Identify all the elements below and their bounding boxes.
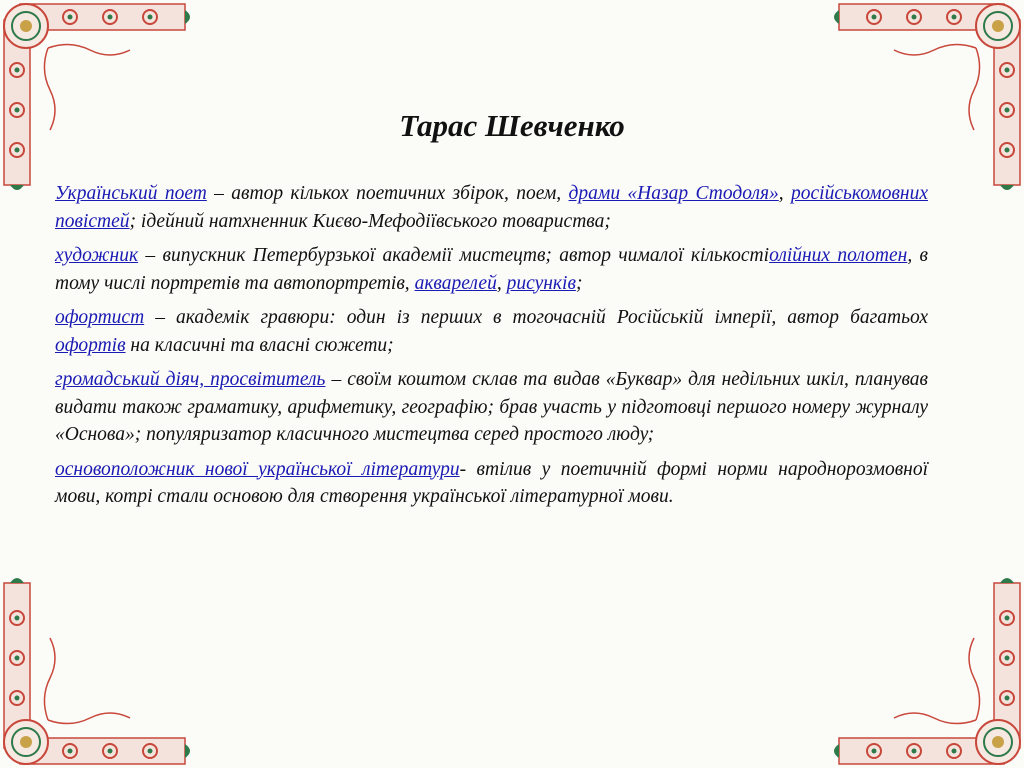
link-oil-paintings[interactable]: олійних полотен: [769, 245, 908, 266]
corner-ornament-top-left: [0, 0, 190, 190]
page-title: Тарас Шевченко: [399, 108, 625, 143]
link-watercolors[interactable]: акварелей: [414, 272, 497, 294]
paragraph-text: – академік гравюри: один із перших в тогочасній Російській імперії, автор багатьох: [144, 307, 928, 328]
link-drama-nazar-stodolia[interactable]: драми «Назар Стодоля»: [568, 183, 779, 204]
paragraph-text: ; ідейний натхненник Києво-Мефодіївського товариства;: [129, 210, 611, 232]
link-ukrainian-poet[interactable]: Український поет: [55, 183, 207, 204]
paragraph-etcher: [55, 304, 928, 359]
paragraph-public-figure: [55, 366, 928, 449]
paragraph-founder: [55, 456, 928, 511]
paragraph-text: , в тому числі портретів та автопортретів,: [55, 245, 928, 294]
link-russian-novellas[interactable]: російськомовних повістей: [55, 183, 928, 232]
corner-ornament-bottom-left: [0, 578, 190, 768]
paragraph-text: – випускник Петербурзької академії мистецтв; автор чималої кількості: [138, 245, 770, 266]
paragraph-text: ,: [496, 272, 507, 294]
paragraph-text: на класичні та власні сюжети;: [125, 334, 394, 356]
link-etchings[interactable]: офортів: [55, 334, 126, 356]
paragraph-text: – своїм коштом склав та видав «Буквар» для недільних шкіл, планував видати також граматику, арифметику, географію; брав участь у підготовці першого номеру журналу «Основа»; популяризатор класичного мистецтва серед простого люду;: [55, 369, 928, 445]
link-artist[interactable]: художник: [55, 245, 139, 266]
paragraph-artist: [55, 242, 928, 297]
paragraph-text: ;: [575, 272, 583, 294]
corner-ornament-bottom-right: [834, 578, 1024, 768]
link-drawings[interactable]: рисунків: [506, 272, 576, 294]
paragraph-text: - втілив у поетичній формі норми народнорозмовної мови, котрі стали основою для створення української літературної мови.: [55, 458, 928, 507]
paragraph-poet: [55, 180, 928, 235]
paragraph-text: ,: [778, 183, 792, 204]
corner-ornament-top-right: [834, 0, 1024, 190]
link-public-figure[interactable]: громадський діяч, просвітитель: [55, 369, 326, 390]
link-founder-new-literature[interactable]: основоположник нової української літератури: [55, 458, 460, 480]
paragraph-text: – автор кількох поетичних збірок, поем,: [206, 183, 569, 204]
link-etcher[interactable]: офортист: [55, 307, 145, 328]
content: [55, 180, 928, 518]
